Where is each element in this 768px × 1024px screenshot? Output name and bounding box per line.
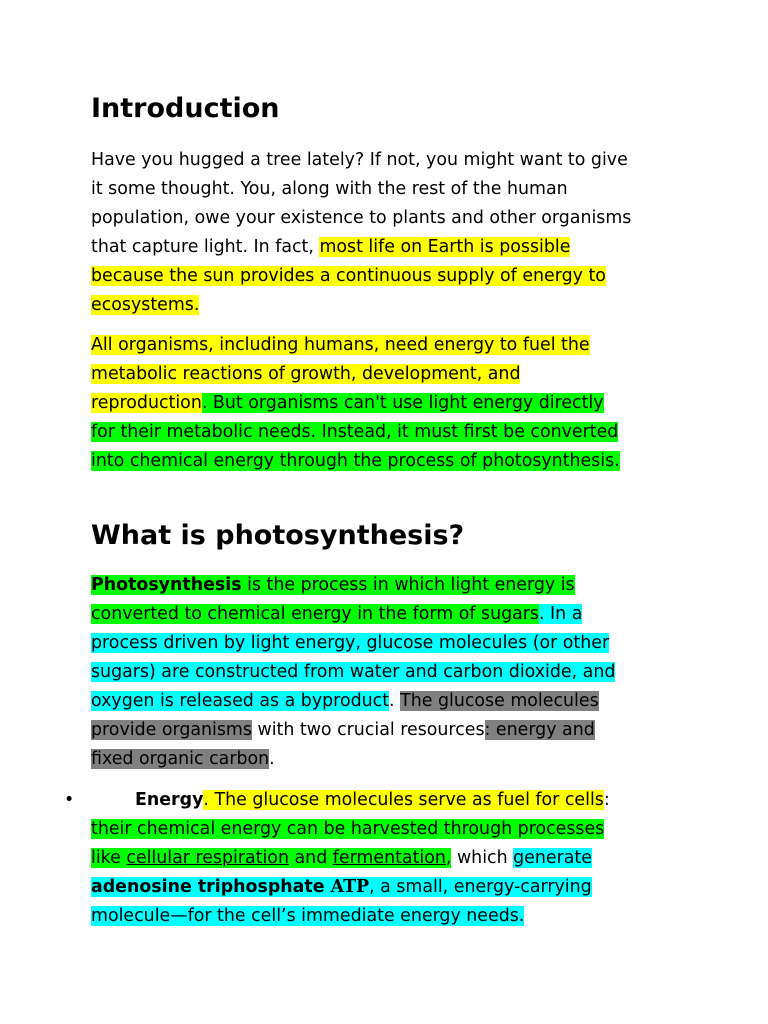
bullet-marker: • [64,790,75,810]
highlight-gray: : energy and [484,720,595,740]
highlight-yellow: because the sun provides a continuous supply of energy to [91,266,606,286]
text-span: Have you hugged a tree lately? If not, you might want to give [91,150,628,170]
highlight-cyan-bold: adenosine triphosphate [91,877,331,897]
highlight-green: into chemical energy through the process of photosynthesis. [91,451,620,471]
text-line [91,687,691,716]
text-line [91,658,691,687]
text-line [91,571,691,600]
highlight-yellow: reproduction [91,393,202,413]
text-line [91,291,691,320]
highlight-green: . But organisms can't use light energy directly [201,393,604,413]
text-span: it some thought. You, along with the rest of the human [91,179,568,199]
text-span: that capture light. In fact, [91,237,320,257]
paragraph-intro [91,146,691,320]
bold-term: Energy [135,790,204,810]
link-cellular-respiration[interactable]: cellular respiration [126,848,289,868]
text-span: : [603,790,610,810]
highlight-cyan: process driven by light energy, glucose molecules (or other [91,633,610,653]
highlight-green: is the process in which light energy is [241,575,575,595]
text-line [91,262,691,291]
text-line [91,146,691,175]
highlight-green: , [445,848,452,868]
highlight-green-bold: Photosynthesis [91,575,242,595]
highlight-green: converted to chemical energy in the form of sugars [91,604,539,624]
text-line [91,331,691,360]
highlight-cyan: molecule—for the cell’s immediate energy needs. [91,906,525,926]
highlight-cyan-serif: ATP [330,877,370,897]
highlight-green: for their metabolic needs. Instead, it must first be converted [91,422,619,442]
highlight-cyan: sugars) are constructed from water and carbon dioxide, and [91,662,616,682]
heading-what-is-photosynthesis: What is photosynthesis? [91,520,465,551]
highlight-yellow: ecosystems. [91,295,200,315]
text-line [91,815,691,844]
text-span: which [451,848,514,868]
highlight-gray: provide organisms [91,720,252,740]
highlight-green: like [91,848,127,868]
text-span: . [269,749,275,769]
text-line [91,745,691,774]
highlight-yellow: most life on Earth is possible [319,237,571,257]
text-line [91,786,691,815]
highlight-cyan: . In a [539,604,583,624]
highlight-cyan: , a small, energy-carrying [369,877,592,897]
text-line [91,600,691,629]
highlight-cyan: oxygen is released as a byproduct [91,691,390,711]
highlight-green: and [288,848,333,868]
heading-introduction: Introduction [91,93,280,124]
text-line [91,175,691,204]
highlight-yellow: All organisms, including humans, need energy to fuel the [91,335,590,355]
highlight-gray: fixed organic carbon [91,749,270,769]
text-line [91,389,691,418]
text-span: with two crucial resources [251,720,485,740]
text-line [91,204,691,233]
text-line [91,418,691,447]
text-line [91,716,691,745]
paragraph-energy-need [91,331,691,476]
text-line [91,902,691,931]
text-line [91,873,691,902]
highlight-cyan: generate [513,848,592,868]
highlight-yellow: metabolic reactions of growth, development, and [91,364,521,384]
text-line [91,360,691,389]
highlight-gray: The glucose molecules [400,691,599,711]
text-line [91,629,691,658]
link-fermentation[interactable]: fermentation [332,848,446,868]
paragraph-photosynthesis-definition [91,571,691,774]
highlight-yellow: . The glucose molecules serve as fuel for cells [203,790,604,810]
bullet-item-energy [91,786,691,931]
text-line [91,233,691,262]
text-span: population, owe your existence to plants and other organisms [91,208,632,228]
text-span: . [389,691,401,711]
text-line [91,447,691,476]
text-line [91,844,691,873]
highlight-green: their chemical energy can be harvested through processes [91,819,605,839]
